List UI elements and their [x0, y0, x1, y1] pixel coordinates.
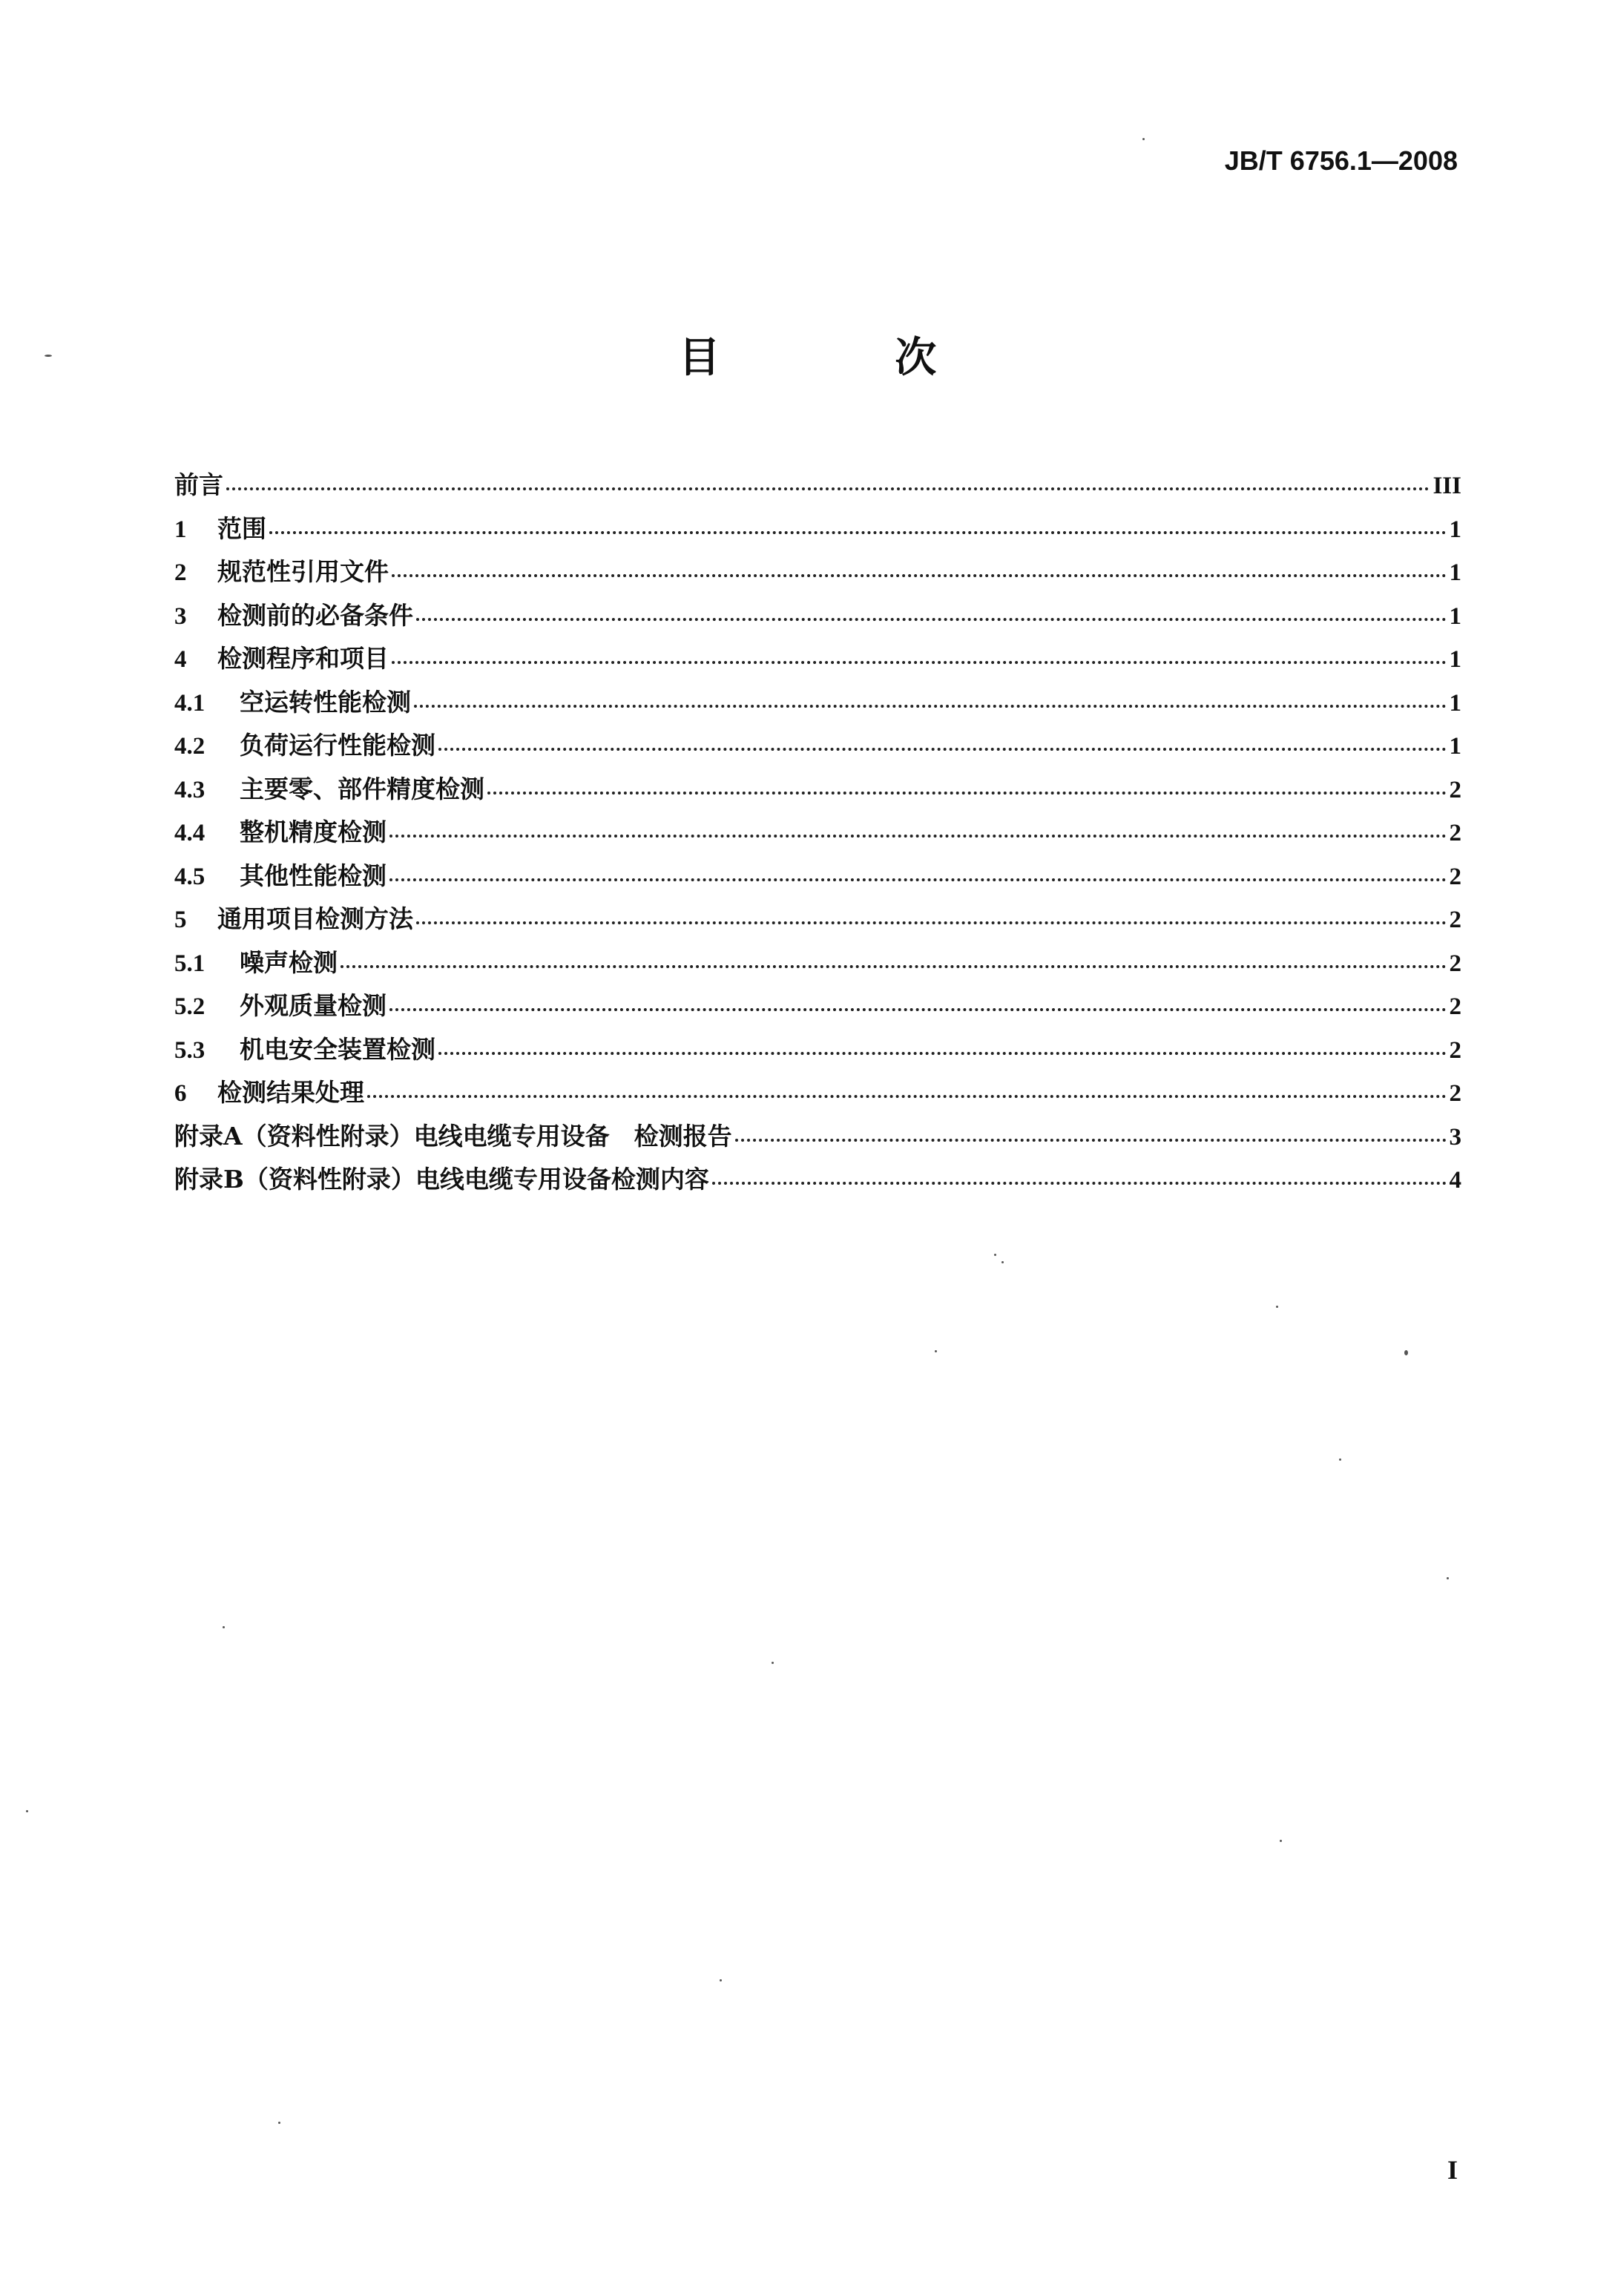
scan-speck	[1142, 138, 1145, 140]
dot-leader	[226, 487, 1430, 490]
toc-entry	[174, 726, 1461, 770]
dot-leader	[438, 1052, 1447, 1055]
toc-entry-label: 负荷运行性能检测	[240, 731, 435, 760]
dot-leader	[438, 748, 1447, 751]
toc-entry	[174, 553, 1461, 596]
toc-entry-number: 5	[174, 907, 187, 933]
toc-entry-number: 5.1	[174, 950, 205, 977]
toc-entry	[174, 1073, 1461, 1117]
scan-speck	[935, 1350, 937, 1352]
toc-entry	[174, 1160, 1461, 1204]
toc-entry-page: III	[1433, 473, 1461, 499]
toc-entry-label: 主要零、部件精度检测	[240, 774, 484, 803]
toc-entry-label: 通用项目检测方法	[217, 904, 413, 933]
toc-entry-page: 1	[1449, 689, 1461, 717]
dot-leader	[414, 705, 1447, 708]
toc-entry	[174, 466, 1461, 510]
dot-leader	[367, 1095, 1447, 1098]
toc-entry	[174, 900, 1461, 944]
toc-entry-label: 空运转性能检测	[240, 687, 411, 717]
toc-entry-label: 机电安全装置检测	[240, 1034, 435, 1064]
scan-speck	[278, 2122, 280, 2124]
toc-entry	[174, 813, 1461, 857]
toc-entry	[174, 987, 1461, 1030]
scan-speck	[1404, 1350, 1408, 1355]
table-of-contents	[174, 466, 1461, 1204]
toc-entry-label: 范围	[217, 513, 266, 543]
toc-entry-page: 2	[1449, 907, 1461, 933]
scan-speck	[1276, 1306, 1278, 1308]
toc-entry	[174, 857, 1461, 901]
scan-speck	[45, 355, 52, 357]
toc-entry-page: 4	[1449, 1167, 1461, 1194]
toc-entry-label: 检测前的必备条件	[217, 600, 413, 630]
toc-entry-page: 2	[1449, 820, 1461, 846]
scan-speck	[994, 1254, 996, 1256]
scan-speck	[1001, 1261, 1004, 1263]
scan-speck	[1339, 1458, 1341, 1461]
scan-speck	[1447, 1577, 1449, 1579]
scan-speck	[720, 1979, 722, 1981]
toc-entry-page: 1	[1449, 516, 1461, 543]
scan-speck	[772, 1662, 774, 1664]
toc-entry-label: 检测结果处理	[217, 1078, 364, 1107]
dot-leader	[735, 1139, 1447, 1142]
dot-leader	[416, 618, 1447, 621]
dot-leader	[416, 921, 1447, 924]
dot-leader	[269, 531, 1447, 534]
toc-entry-number: 1	[174, 516, 187, 543]
toc-entry	[174, 1117, 1461, 1161]
toc-entry	[174, 770, 1461, 814]
dot-leader	[487, 792, 1447, 795]
toc-entry-number: 4.3	[174, 776, 205, 803]
toc-entry-number: 5.3	[174, 1036, 205, 1064]
toc-entry-page: 1	[1449, 602, 1461, 630]
toc-entry-page: 2	[1449, 950, 1461, 977]
toc-entry-number: 4.5	[174, 863, 205, 890]
page-number: I	[1447, 2155, 1458, 2185]
toc-entry-page: 2	[1449, 776, 1461, 803]
dot-leader	[389, 835, 1447, 838]
toc-entry-page: 2	[1449, 1080, 1461, 1107]
toc-entry-page: 2	[1449, 863, 1461, 890]
toc-entry	[174, 639, 1461, 683]
standard-number: JB/T 6756.1—2008	[1224, 145, 1458, 176]
toc-entry-page: 1	[1449, 559, 1461, 586]
dot-leader	[392, 661, 1447, 664]
toc-entry-label: 前言	[174, 470, 223, 499]
toc-entry-number: 4.1	[174, 689, 205, 717]
toc-title: 目 次	[678, 334, 1017, 382]
scan-speck	[1280, 1840, 1282, 1842]
toc-entry-page: 2	[1449, 1036, 1461, 1064]
toc-entry-page: 3	[1449, 1123, 1461, 1151]
toc-entry-label: 整机精度检测	[240, 818, 387, 846]
toc-entry-label: 检测程序和项目	[217, 644, 389, 673]
scan-speck	[223, 1626, 225, 1628]
dot-leader	[712, 1182, 1447, 1185]
toc-entry	[174, 683, 1461, 727]
toc-entry-number: 3	[174, 602, 187, 630]
toc-entry-label: 外观质量检测	[240, 991, 387, 1020]
toc-entry-page: 2	[1449, 993, 1461, 1020]
toc-entry	[174, 1030, 1461, 1074]
toc-entry-number: 6	[174, 1080, 187, 1107]
toc-entry-number: 4.2	[174, 733, 205, 760]
toc-entry-page: 1	[1449, 733, 1461, 760]
toc-entry-number: 2	[174, 559, 187, 586]
dot-leader	[341, 965, 1447, 968]
toc-entry-label: 附录A（资料性附录）电线电缆专用设备 检测报告	[174, 1121, 732, 1151]
toc-entry	[174, 944, 1461, 987]
scan-speck	[26, 1810, 28, 1812]
toc-entry-label: 规范性引用文件	[217, 557, 389, 586]
toc-entry-number: 4	[174, 646, 187, 673]
dot-leader	[389, 878, 1447, 881]
toc-entry-label: 其他性能检测	[240, 861, 387, 890]
toc-entry-label: 噪声检测	[240, 947, 338, 977]
toc-entry	[174, 596, 1461, 640]
toc-entry-number: 5.2	[174, 993, 205, 1020]
toc-entry-page: 1	[1449, 646, 1461, 673]
toc-entry-number: 4.4	[174, 820, 205, 846]
toc-entry	[174, 510, 1461, 553]
dot-leader	[392, 574, 1447, 577]
toc-entry-label: 附录B（资料性附录）电线电缆专用设备检测内容	[174, 1165, 709, 1194]
dot-leader	[389, 1008, 1447, 1011]
